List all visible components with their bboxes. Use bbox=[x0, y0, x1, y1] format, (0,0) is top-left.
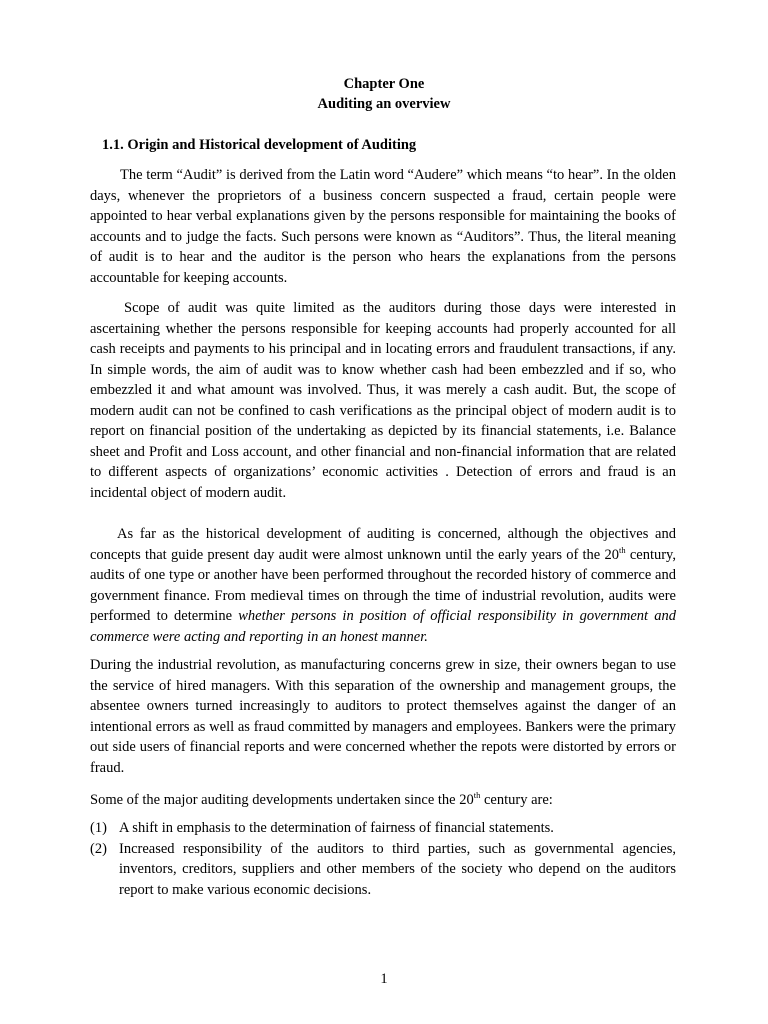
list-item bbox=[90, 818, 676, 839]
paragraph-historical-development bbox=[90, 524, 676, 647]
superscript: th bbox=[473, 790, 481, 801]
page-number: 1 bbox=[380, 971, 388, 987]
paragraph-origin-of-audit: The term “Audit” is derived from the Latin word “Audere” which means “to hear”. In the olden days, whenever the proprietors of a business concern suspected a fraud, certain people were appointed to hear verbal explanations given by the persons responsible for maintaining the books of accounts and to judge the facts. Such persons were known as “Auditors”. Thus, the literal meaning of audit is to hear and the auditor is the person who hears the explanations from the persons accountable for keeping accounts. bbox=[90, 167, 676, 286]
italic-text: whether persons in position of official responsibility in government and commerce were acting and reporting in an honest manner. bbox=[90, 608, 677, 645]
paragraph-scope-of-audit: Scope of audit was quite limited as the auditors during those days were interested in ascertaining whether the persons responsible for keeping accounts had properly accounted for all cash receipts and payments to his principal and in locating errors and fraudulent transactions, if any. In simple words, the aim of audit was to know whether cash had been embezzled and if so, who embezzled it and what amount was involved. Thus, it was merely a cash audit. But, the scope of modern audit can not be confined to cash verifications as the principal object of modern audit is to report on financial position of the undertaking as depicted by its financial statements, i.e. Balance sheet and Profit and Loss account, and other financial and non-financial information that are related to different aspects of organizations’ economic activities . Detection of errors and fraud is an incidental object of modern audit. bbox=[90, 300, 676, 501]
paragraph-text: century, audits of one type or another have been performed throughout the recorded history of commerce and government finance. From medieval times on through the time of industrial revolution, audits were performed to determine bbox=[90, 546, 676, 624]
paragraph-text: As far as the historical development of auditing is concerned, although the objectives and concepts that guide present day audit were almost unknown until the early years of the 20 bbox=[90, 526, 676, 563]
list-item-text: A shift in emphasis to the determination of fairness of financial statements. bbox=[119, 820, 554, 836]
paragraph-text: century are: bbox=[480, 792, 553, 808]
list-item bbox=[90, 839, 676, 901]
section-heading: 1.1. Origin and Historical development of Auditing bbox=[102, 137, 417, 153]
list-item-number: (2) bbox=[90, 840, 107, 857]
list-item-text: Increased responsibility of the auditors to third parties, such as governmental agencies, inventors, creditors, suppliers and other members of the society who depend on the auditors report to make various economic decisions. bbox=[119, 840, 676, 898]
developments-list bbox=[90, 818, 676, 900]
paragraph-major-developments bbox=[90, 790, 676, 811]
list-item-number: (1) bbox=[90, 820, 107, 836]
paragraph-text: Some of the major auditing developments undertaken since the 20 bbox=[90, 792, 474, 808]
superscript: th bbox=[618, 544, 626, 555]
chapter-subtitle: Auditing an overview bbox=[317, 96, 451, 112]
chapter-title: Chapter One bbox=[343, 76, 425, 92]
paragraph-industrial-revolution: During the industrial revolution, as manufacturing concerns grew in size, their owners began to use the service of hired managers. With this separation of the ownership and management groups, the absentee owners turned increasingly to auditors to protect themselves against the danger of an intentional errors as well as fraud committed by managers and employees. Bankers were the primary out side users of financial reports and were concerned whether the repots were distorted by errors or fraud. bbox=[90, 657, 676, 776]
